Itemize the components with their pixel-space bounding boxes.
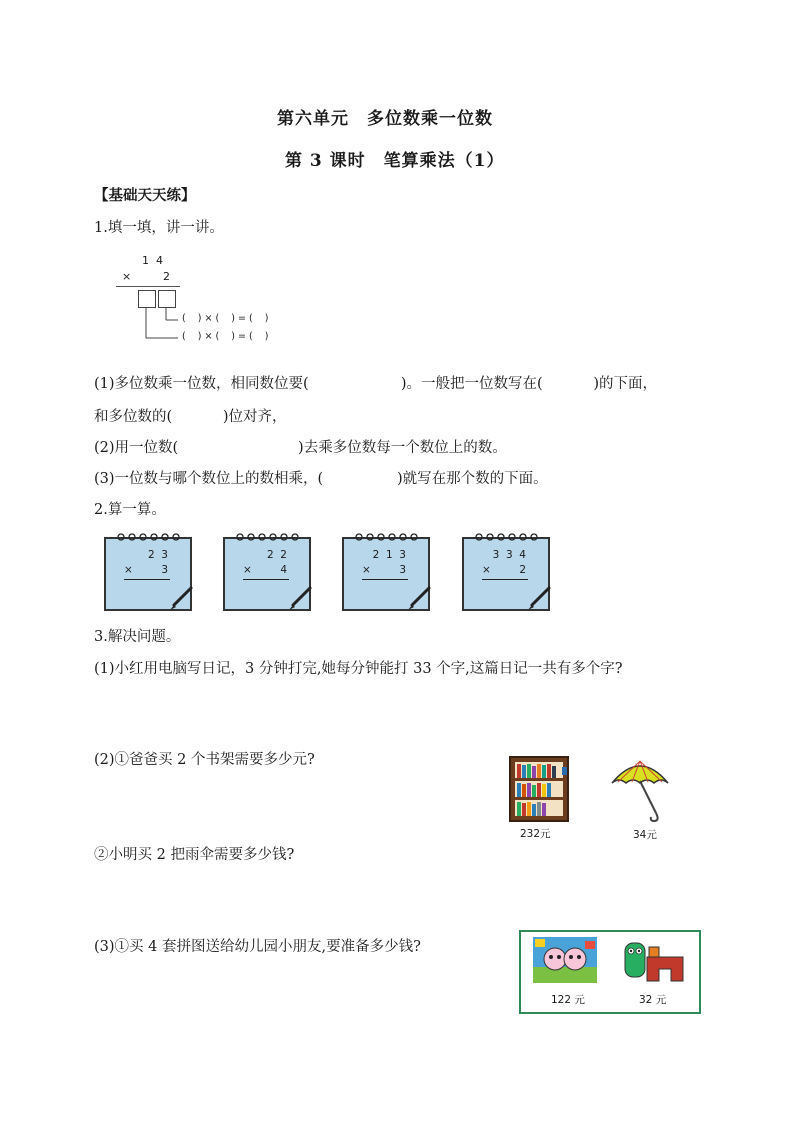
q3-problem2b: ②小明买 2 把雨伞需要多少钱? xyxy=(94,847,295,863)
q1-item3: (3)一位数与哪个数位上的数相乘，( )就写在那个数的下面。 xyxy=(94,471,548,487)
diagram-connector-lines xyxy=(112,250,192,350)
notepad-multiplicand: 2 2 xyxy=(266,549,287,561)
building-blocks-image xyxy=(621,937,687,985)
notepad-rings-icon xyxy=(354,532,418,542)
bookshelf-price: 232元 xyxy=(520,828,551,840)
pen-icon xyxy=(285,585,313,613)
puzzle-price-box xyxy=(519,930,701,1014)
notepad-rings-icon xyxy=(116,532,180,542)
notepad-multiplier: 4 xyxy=(280,564,287,576)
diagram-row-ones: ( ) × ( ) = ( ) xyxy=(182,313,269,324)
notepad-problem-3 xyxy=(342,537,430,611)
blocks-price: 32 元 xyxy=(639,994,667,1006)
umbrella-image xyxy=(608,755,672,827)
q3-problem1: (1)小红用电脑写日记，3 分钟打完,她每分钟能打 33 个字,这篇日记一共有多个字? xyxy=(94,661,623,677)
notepad-rings-icon xyxy=(235,532,299,542)
q1-heading: 1.填一填，讲一讲。 xyxy=(94,220,224,236)
notepad-times-sign: × xyxy=(243,564,252,576)
notepad-rings-icon xyxy=(474,532,538,542)
diagram-top-digits: 1 4 xyxy=(142,254,163,267)
notepad-answer-rule xyxy=(482,579,528,580)
pen-icon xyxy=(524,585,552,613)
q3-heading: 3.解决问题。 xyxy=(94,629,181,645)
puzzle-image xyxy=(533,937,597,983)
bookshelf-image xyxy=(508,755,570,823)
section-label: 【基础天天练】 xyxy=(94,187,196,204)
lesson-title: 第 3 课时 笔算乘法（1） xyxy=(285,151,505,171)
diagram-row-tens: ( ) × ( ) = ( ) xyxy=(182,331,269,342)
puzzle-price: 122 元 xyxy=(551,994,585,1006)
notepad-times-sign: × xyxy=(124,564,133,576)
pen-icon xyxy=(404,585,432,613)
notepad-answer-rule xyxy=(362,579,408,580)
q1-item2: (2)用一位数( )去乘多位数每一个数位上的数。 xyxy=(94,440,507,456)
pen-icon xyxy=(166,585,194,613)
notepad-multiplicand: 2 1 3 xyxy=(372,549,406,561)
notepad-problem-2 xyxy=(223,537,311,611)
q1-item1-line2: 和多位数的( )位对齐， xyxy=(94,409,287,425)
notepad-times-sign: × xyxy=(362,564,371,576)
q2-heading: 2.算一算。 xyxy=(94,502,166,518)
umbrella-price: 34元 xyxy=(633,829,657,841)
diagram-times-sign: × xyxy=(122,270,132,283)
notepad-times-sign: × xyxy=(482,564,491,576)
notepad-multiplier: 3 xyxy=(161,564,168,576)
notepad-problem-4 xyxy=(462,537,550,611)
notepad-multiplier: 3 xyxy=(399,564,406,576)
diagram-multiplier: 2 xyxy=(163,270,170,283)
notepad-answer-rule xyxy=(243,579,289,580)
notepad-multiplicand: 3 3 4 xyxy=(492,549,526,561)
unit-title: 第六单元 多位数乘一位数 xyxy=(277,109,493,129)
notepad-multiplicand: 2 3 xyxy=(147,549,168,561)
q1-multiplication-diagram xyxy=(112,250,322,350)
notepad-problem-1 xyxy=(104,537,192,611)
q3-problem2a: (2)①爸爸买 2 个书架需要多少元? xyxy=(94,752,315,768)
notepad-multiplier: 2 xyxy=(519,564,526,576)
q1-item1-line1: (1)多位数乘一位数，相同数位要( )。一般把一位数写在( )的下面， xyxy=(94,376,658,392)
q3-problem3a: (3)①买 4 套拼图送给幼儿园小朋友,要准备多少钱? xyxy=(94,939,421,955)
notepad-answer-rule xyxy=(124,579,170,580)
